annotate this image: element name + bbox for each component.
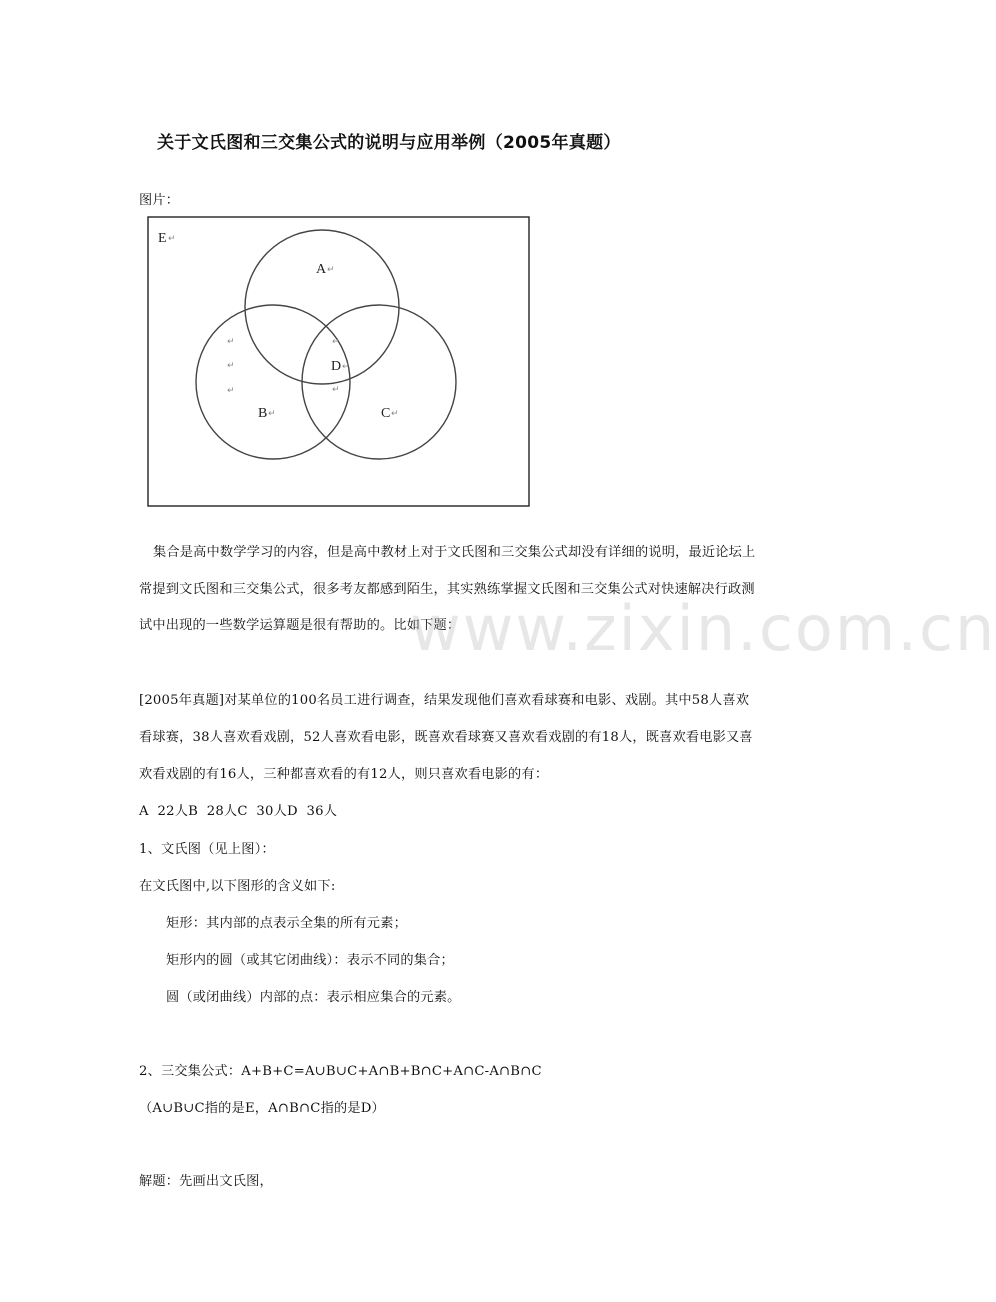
- page-title: 关于文氏图和三交集公式的说明与应用举例（2005年真题）: [157, 133, 621, 153]
- return-mark: ↵: [391, 409, 399, 419]
- intro-line: 试中出现的一些数学运算题是很有帮助的。比如下题：: [139, 618, 461, 633]
- section1-item: 矩形内的圆（或其它闭曲线）：表示不同的集合；: [166, 953, 454, 968]
- question-line: 欢看戏剧的有16人，三种都喜欢看的有12人，则只喜欢看电影的有：: [139, 767, 549, 782]
- question-line: 看球赛，38人喜欢看戏剧，52人喜欢看电影，既喜欢看球赛又喜欢看戏剧的有18人，既喜欢看电影又喜: [139, 730, 753, 745]
- question-line: [2005年真题]对某单位的100名员工进行调查，结果发现他们喜欢看球赛和电影、戏剧。其中58人喜欢: [139, 693, 750, 708]
- label-e: E: [158, 231, 167, 246]
- label-a: A: [316, 262, 327, 277]
- section1-item: 圆（或闭曲线）内部的点：表示相应集合的元素。: [166, 990, 461, 1005]
- return-mark: ↵: [227, 337, 235, 347]
- return-mark: ↵: [227, 386, 235, 396]
- return-mark: ↵: [332, 385, 340, 395]
- answer-options: A 22人B 28人C 30人D 36人: [139, 804, 338, 819]
- section1-title: 1、文氏图（见上图）：: [139, 842, 275, 857]
- section1-item: 矩形：其内部的点表示全集的所有元素；: [166, 916, 407, 931]
- watermark: www.zixin.com.cn: [410, 592, 996, 665]
- intro-line: 集合是高中数学学习的内容，但是高中教材上对于文氏图和三交集公式却没有详细的说明，最近论坛上: [153, 545, 756, 560]
- return-mark: ↵: [332, 337, 340, 347]
- section1-intro: 在文氏图中,以下图形的含义如下:: [139, 879, 336, 894]
- label-c: C: [381, 406, 391, 421]
- set-b-circle: [196, 305, 350, 459]
- image-label: 图片：: [139, 193, 180, 208]
- label-d: D: [331, 359, 342, 374]
- section2-note: （A∪B∪C指的是E，A∩B∩C指的是D）: [139, 1101, 385, 1116]
- intro-line: 常提到文氏图和三交集公式，很多考友都感到陌生，其实熟练掌握文氏图和三交集公式对快速解决行政测: [139, 582, 755, 597]
- return-mark: ↵: [327, 265, 335, 275]
- section2-formula: 2、三交集公式：A+B+C=A∪B∪C+A∩B+B∩C+A∩C-A∩B∩C: [139, 1064, 542, 1079]
- return-mark: ↵: [168, 234, 176, 244]
- return-mark: ↵: [268, 409, 276, 419]
- venn-diagram: [140, 210, 532, 510]
- set-c-circle: [302, 305, 456, 459]
- label-b: B: [258, 406, 268, 421]
- return-mark: ↵: [227, 361, 235, 371]
- return-mark: ↵: [342, 362, 350, 372]
- set-a-circle: [245, 230, 399, 384]
- solution-line: 解题：先画出文氏图，: [139, 1174, 273, 1189]
